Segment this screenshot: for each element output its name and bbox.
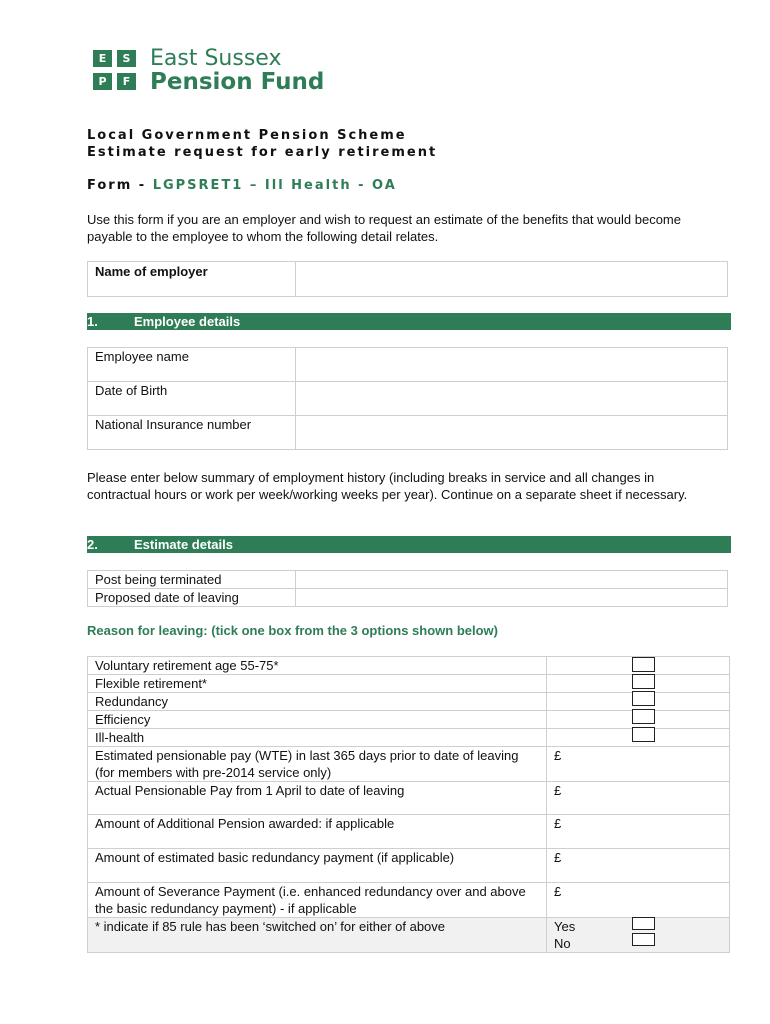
logo-letter-f: F bbox=[117, 73, 136, 90]
amount-severance-input[interactable]: £ bbox=[547, 883, 730, 918]
checkbox-rule85-no[interactable] bbox=[632, 933, 655, 946]
amount-actual-label: Actual Pensionable Pay from 1 April to date of leaving bbox=[88, 782, 547, 815]
option-flexible: Flexible retirement* bbox=[88, 675, 547, 693]
checkbox-efficiency[interactable] bbox=[632, 709, 655, 724]
employee-table bbox=[87, 347, 728, 450]
amount-additional-label: Amount of Additional Pension awarded: if applicable bbox=[88, 815, 547, 849]
employee-name-label: Employee name bbox=[88, 348, 296, 382]
title-line2: Estimate request for early retirement bbox=[87, 145, 438, 160]
ni-label: National Insurance number bbox=[88, 416, 296, 450]
title-line1: Local Government Pension Scheme bbox=[87, 128, 407, 143]
amount-wte-label: Estimated pensionable pay (WTE) in last 365 days prior to date of leaving (for members with pre-2014 service only) bbox=[88, 747, 547, 782]
amount-actual-input[interactable]: £ bbox=[547, 782, 730, 815]
section2-title: Estimate details bbox=[134, 537, 233, 552]
amount-redundancy-label: Amount of estimated basic redundancy payment (if applicable) bbox=[88, 849, 547, 883]
leaving-date-label: Proposed date of leaving bbox=[88, 589, 296, 607]
amount-additional-input[interactable]: £ bbox=[547, 815, 730, 849]
checkbox-voluntary[interactable] bbox=[632, 657, 655, 672]
estimate-table bbox=[87, 570, 728, 607]
employee-name-input[interactable] bbox=[296, 348, 728, 382]
logo-line2: Pension Fund bbox=[150, 69, 325, 95]
logo-letter-p: P bbox=[93, 73, 112, 90]
ni-input[interactable] bbox=[296, 416, 728, 450]
post-input[interactable] bbox=[296, 571, 728, 589]
form-prefix: Form - bbox=[87, 178, 153, 193]
history-text: Please enter below summary of employment history (including breaks in service and all changes in contractual hours or work per week/working weeks per year). Continue on a separate sheet if necessary. bbox=[87, 470, 688, 502]
checkbox-redundancy[interactable] bbox=[632, 691, 655, 706]
section1-title: Employee details bbox=[134, 314, 241, 329]
dob-input[interactable] bbox=[296, 382, 728, 416]
employer-table bbox=[87, 261, 728, 297]
leaving-date-input[interactable] bbox=[296, 589, 728, 607]
dob-label: Date of Birth bbox=[88, 382, 296, 416]
reason-heading: Reason for leaving: (tick one box from the 3 options shown below) bbox=[87, 623, 498, 638]
post-label: Post being terminated bbox=[88, 571, 296, 589]
section2-number: 2. bbox=[87, 537, 98, 552]
checkbox-flexible[interactable] bbox=[632, 674, 655, 689]
amount-severance-label: Amount of Severance Payment (i.e. enhanced redundancy over and above the basic redundancy payment) - if applicable bbox=[88, 883, 547, 918]
logo-letter-s: S bbox=[117, 50, 136, 67]
option-ill-health: Ill-health bbox=[88, 729, 547, 747]
logo-letter-e: E bbox=[93, 50, 112, 67]
form-code: LGPSRET1 – Ill Health - OA bbox=[152, 178, 397, 193]
section1-bar bbox=[87, 313, 731, 330]
rule85-no: No bbox=[554, 936, 571, 951]
logo-line1: East Sussex bbox=[150, 46, 282, 71]
employer-label: Name of employer bbox=[88, 262, 296, 297]
employer-input[interactable] bbox=[296, 262, 728, 297]
rule85-label: * indicate if 85 rule has been ‘switched on’ for either of above bbox=[88, 918, 547, 953]
option-voluntary: Voluntary retirement age 55-75* bbox=[88, 657, 547, 675]
amount-wte-input[interactable]: £ bbox=[547, 747, 730, 782]
amount-redundancy-input[interactable]: £ bbox=[547, 849, 730, 883]
intro-text: Use this form if you are an employer and wish to request an estimate of the benefits that would become payable to the employee to whom the following detail relates. bbox=[87, 212, 681, 244]
section2-bar bbox=[87, 536, 731, 553]
section1-number: 1. bbox=[87, 314, 98, 329]
rule85-yes: Yes bbox=[554, 919, 576, 934]
option-redundancy: Redundancy bbox=[88, 693, 547, 711]
checkbox-ill-health[interactable] bbox=[632, 727, 655, 742]
checkbox-rule85-yes[interactable] bbox=[632, 917, 655, 930]
form-code-line bbox=[87, 178, 397, 193]
option-efficiency: Efficiency bbox=[88, 711, 547, 729]
